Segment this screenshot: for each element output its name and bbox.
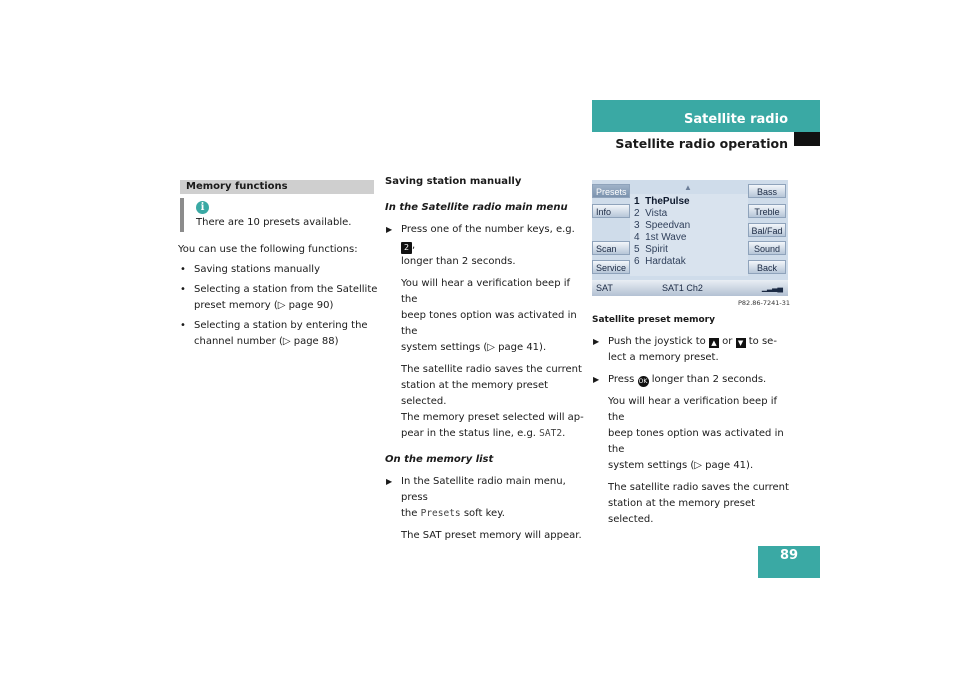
- softkey-treble: Treble: [748, 204, 786, 218]
- column-1: [178, 242, 378, 350]
- list-item: 5 Spirit: [634, 244, 668, 255]
- ok-button-icon: OK: [638, 378, 648, 385]
- image-code: P82.86-7241-31: [738, 299, 791, 307]
- softkey-scan: Scan: [592, 241, 630, 255]
- list-item: 2 Vista: [634, 208, 668, 219]
- section-heading: Saving station manually: [385, 176, 522, 187]
- instruction-step: ▶ Press one of the number keys, e.g. 2 , longer than 2 seconds.: [385, 222, 585, 270]
- page-number: 89: [779, 548, 799, 563]
- softkey-sound: Sound: [748, 241, 786, 255]
- list-item: 4 1st Wave: [634, 232, 687, 243]
- list-item: 3 Speedvan: [634, 220, 691, 231]
- list-item: • Selecting a station by entering the channel number (▷ page 88): [178, 318, 378, 350]
- note-text: There are 10 presets available.: [196, 217, 352, 228]
- column-2: [385, 174, 585, 544]
- number-key-icon: 2: [401, 242, 412, 254]
- list-item: 1 ThePulse: [634, 196, 690, 207]
- section-title: Satellite radio: [684, 112, 788, 127]
- softkey-service: Service: [592, 260, 630, 274]
- list-item: 6 Hardatak: [634, 256, 686, 267]
- paragraph: The satellite radio saves the current station at the memory preset selected.: [608, 482, 789, 525]
- joystick-down-icon: ▼: [736, 338, 746, 348]
- status-band: SAT: [596, 283, 613, 293]
- joystick-up-icon: ▲: [709, 338, 719, 348]
- paragraph: You will hear a verification beep if the beep tones option was activated in the system settings (▷ page 41).: [401, 278, 577, 353]
- subheading: In the Satellite radio main menu: [385, 202, 568, 213]
- paragraph: The SAT preset memory will appear.: [401, 530, 582, 541]
- status-line: [592, 280, 788, 296]
- intro-text: You can use the following functions:: [178, 244, 358, 255]
- softkey-info: Info: [592, 204, 630, 218]
- instruction-step: ▶ In the Satellite radio main menu, press the Presets soft key.: [385, 474, 585, 522]
- status-channel: SAT1 Ch2: [662, 283, 703, 293]
- scroll-up-icon: ▲: [684, 183, 692, 192]
- info-icon: i: [196, 201, 209, 214]
- list-item: • Selecting a station from the Satellite preset memory (▷ page 90): [178, 282, 378, 314]
- note-title: Memory functions: [186, 181, 288, 192]
- subheading: On the memory list: [385, 454, 494, 465]
- softkey-balfad: Bal/Fad: [748, 223, 786, 237]
- softkey-back: Back: [748, 260, 786, 274]
- instruction-step: ▶ Push the joystick to ▲ or ▼ to se- lect a memory preset.: [592, 334, 792, 366]
- preset-list: [630, 194, 748, 276]
- column-3: [592, 312, 792, 528]
- list-item: • Saving stations manually: [178, 262, 378, 278]
- paragraph: The satellite radio saves the current station at the memory preset selected. The memory preset selected will ap- pear in the status line, e.g. SAT2.: [401, 364, 584, 439]
- paragraph: You will hear a verification beep if the beep tones option was activated in the system settings (▷ page 41).: [608, 396, 784, 471]
- signal-strength-icon: ▁▂▃▄: [761, 283, 782, 292]
- preset-memory-screen: [592, 180, 788, 296]
- figure-caption: Satellite preset memory: [592, 315, 715, 325]
- instruction-step: ▶ Press OK longer than 2 seconds.: [592, 372, 792, 388]
- header-marker: [794, 132, 820, 146]
- softkey-bass: Bass: [748, 184, 786, 198]
- softkey-presets: Presets: [592, 184, 630, 198]
- subsection-title: Satellite radio operation: [615, 136, 788, 151]
- note-rule: [180, 198, 184, 232]
